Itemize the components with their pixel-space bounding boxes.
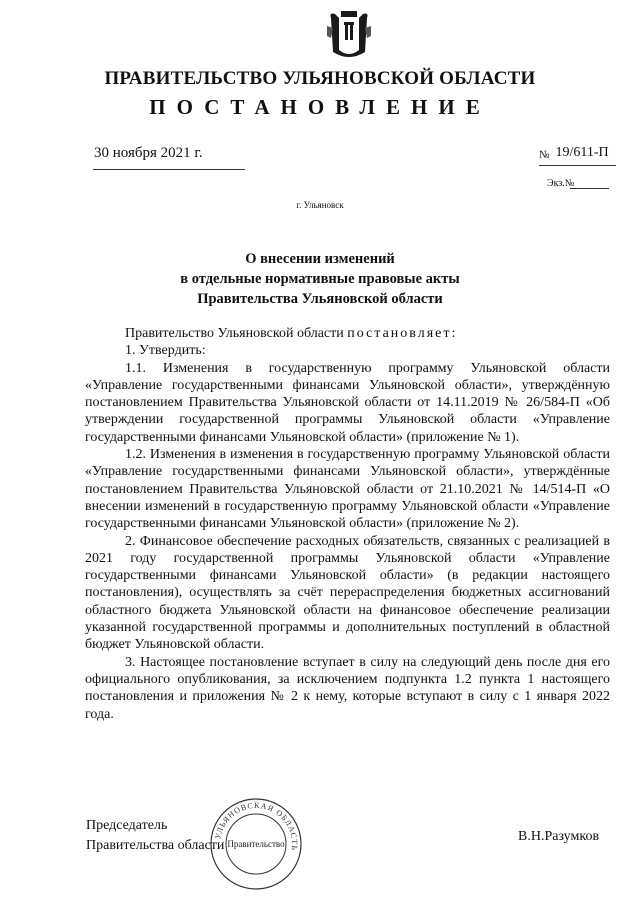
document-heading <box>0 249 640 309</box>
city: г. Ульяновск <box>296 200 344 210</box>
document-number <box>539 145 609 161</box>
paragraph-2: 2. Финансовое обеспечение расходных обязательств, связанных с реализацией в 2021 году государственной программы Ульяновской области «Управление государственными финансами Ульяновской области» (в редакции настоящего постановления), осуществлять за счёт перераспределения бюджетных ассигнований областного бюджета Ульяновской области на финансовое обеспечение реализации указанной государственной программы и дополнительных поступлений в областной бюджет Ульяновской области. <box>85 533 610 653</box>
paragraph-1-2: 1.2. Изменения в изменения в государственную программу Ульяновской области «Управление государственными финансами Ульяновской области», утверждённые постановлением Правительства Ульяновской области от 21.10.2021 № 14/514-П «О внесении изменений в государственную программу Ульяновской области «Управление государственными финансами Ульяновской области» (приложение № 2). <box>85 447 610 532</box>
heading-line: О внесении изменений <box>245 251 395 267</box>
stamp-center-text: Правительство <box>227 839 285 849</box>
paragraph-1: 1. Утвердить: <box>125 343 206 359</box>
signatory-position <box>86 816 224 856</box>
stamp-ring-text: УЛЬЯНОВСКАЯ ОБЛАСТЬ <box>213 800 300 852</box>
copy-underline <box>570 188 609 189</box>
copy-number-label: Экз.№ <box>547 178 575 189</box>
intro-paragraph <box>85 325 610 342</box>
official-stamp <box>208 796 304 892</box>
intro-text: Правительство Ульяновской области <box>125 326 348 341</box>
coat-of-arms-emblem <box>325 8 373 60</box>
document-body <box>85 325 610 723</box>
document-type: ПОСТАНОВЛЕНИЕ <box>149 95 491 119</box>
number-value: 19/611-П <box>555 145 609 160</box>
intro-resolves: постановляет: <box>347 326 458 341</box>
date-underline <box>93 169 245 170</box>
signatory-name: В.Н.Разумков <box>518 829 600 844</box>
number-underline <box>539 165 616 166</box>
paragraph-3: 3. Настоящее постановление вступает в силу на следующий день после дня его официального опубликования, за исключением подпункта 1.2 пункта 1 настоящего постановления и приложения № 2 к нему, которые вступают в силу с 1 января 2022 года. <box>85 654 610 722</box>
position-line: Правительства области <box>86 838 225 853</box>
position-line: Председатель <box>86 818 168 833</box>
organization-title: ПРАВИТЕЛЬСТВО УЛЬЯНОВСКОЙ ОБЛАСТИ <box>104 68 536 89</box>
document-date: 30 ноября 2021 г. <box>94 145 203 161</box>
heading-line: в отдельные нормативные правовые акты <box>180 271 460 287</box>
paragraph-1-1: 1.1. Изменения в государственную программу Ульяновской области «Управление государственными финансами Ульяновской области», утверждённую постановлением Правительства Ульяновской области от 14.11.2019 № 26/584-П «Об утверждении государственной программы Ульяновской области «Управление государственными финансами Ульяновской области» (приложение № 1). <box>85 360 610 445</box>
heading-line: Правительства Ульяновской области <box>197 291 443 307</box>
number-sign: № <box>539 149 550 161</box>
